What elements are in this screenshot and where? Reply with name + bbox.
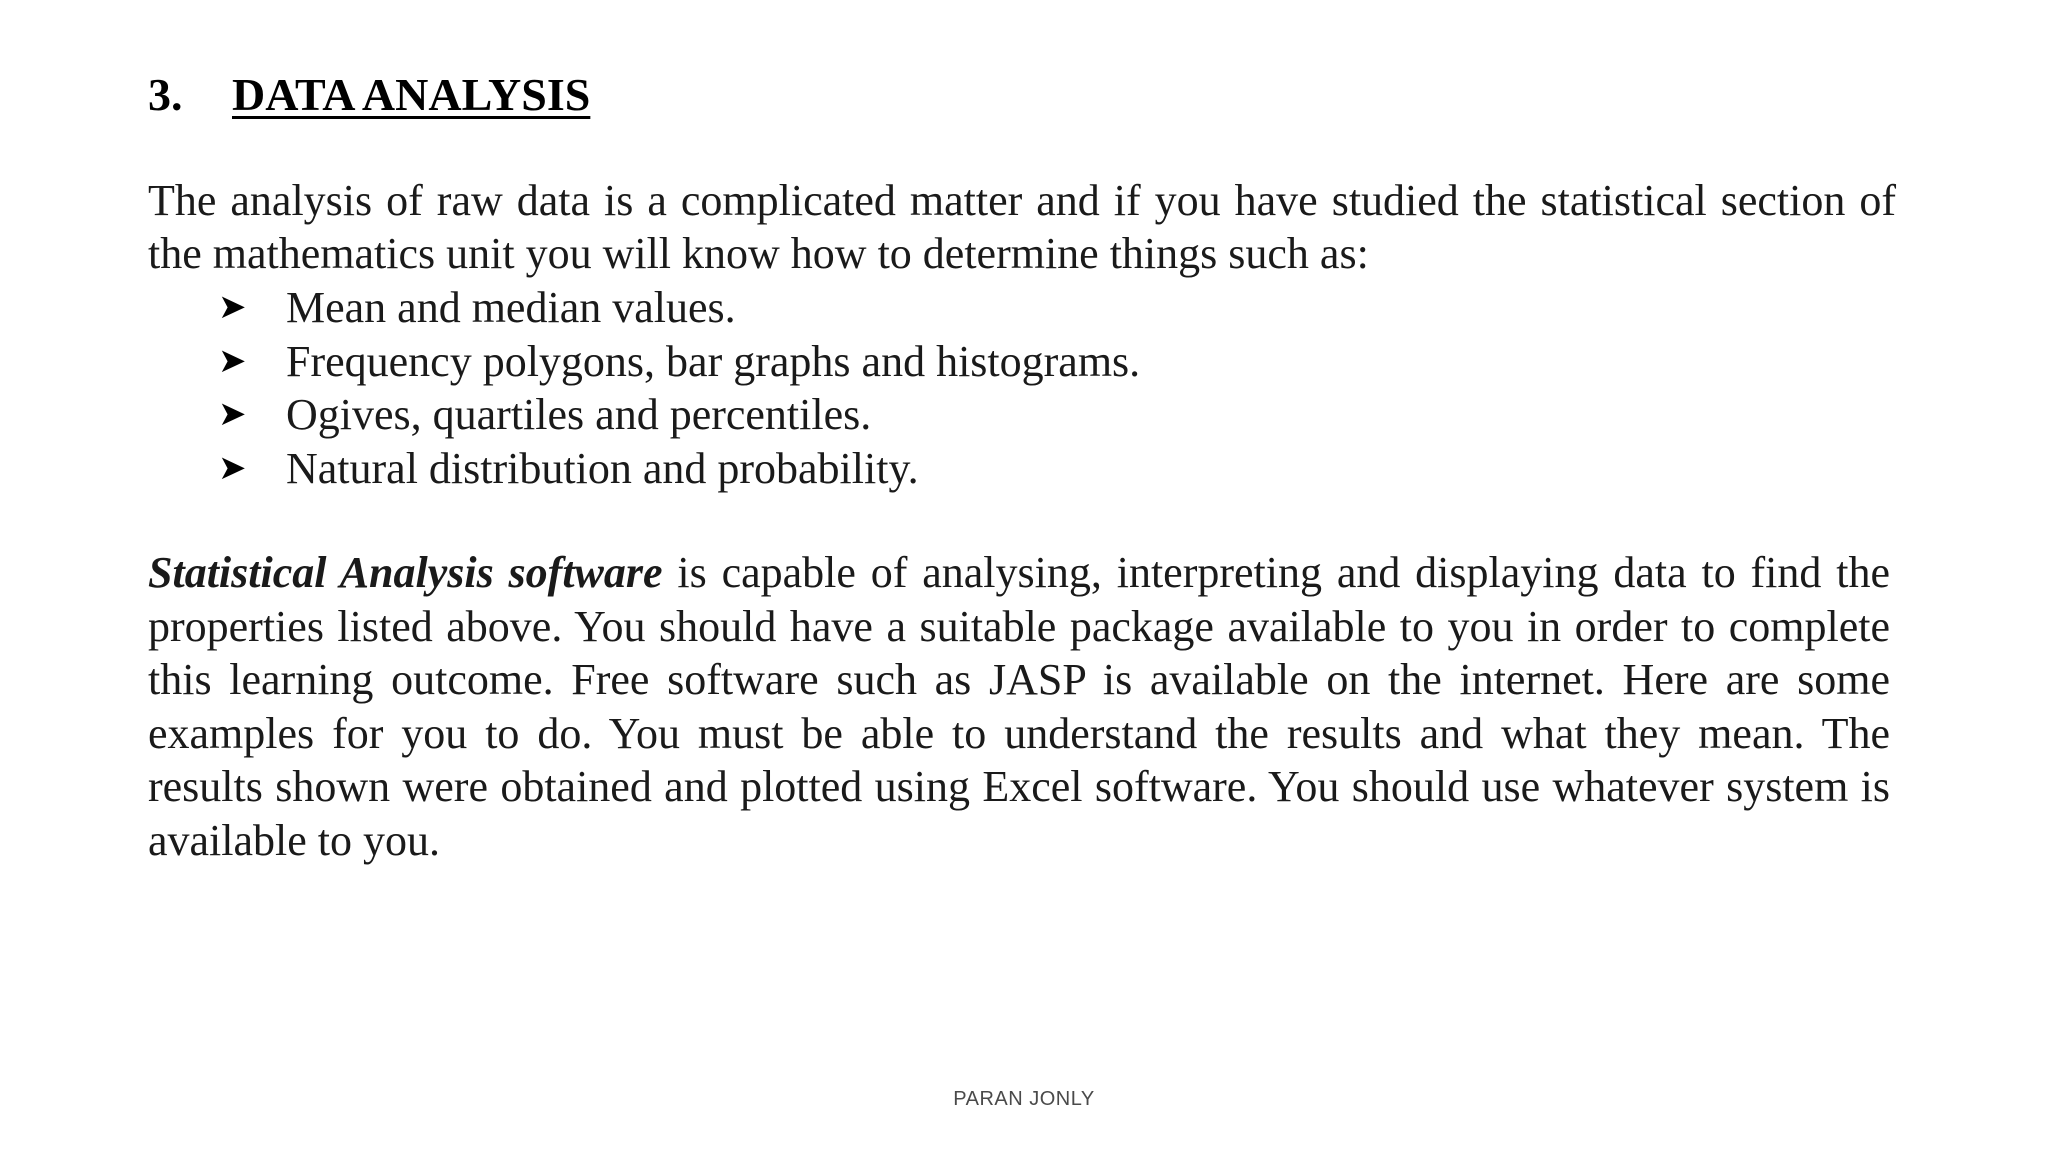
list-item (218, 335, 1140, 389)
list-item-text: Ogives, quartiles and percentiles. (286, 390, 872, 439)
section-heading (148, 68, 590, 121)
list-item-text: Frequency polygons, bar graphs and histograms. (286, 336, 1141, 386)
list-item (218, 388, 1140, 442)
arrowhead-bullet-icon: ➤ (218, 394, 247, 434)
arrowhead-bullet-icon: ➤ (218, 447, 247, 488)
paragraph-body: is capable of analysing, interpreting and displaying data to find the properties listed above. You should have a suitable package available to you in order to complete this learning outcome. Free software such as JASP is available on the internet. Here are some examples for you to do. You must be able to understand the results and what they mean. The results shown were obtained and plotted using Excel software. You should use whatever system is available to you. (148, 548, 1890, 865)
software-paragraph (148, 546, 1890, 867)
list-item-text: Natural distribution and probability. (286, 443, 919, 493)
intro-paragraph: The analysis of raw data is a complicated matter and if you have studied the statistical section of the mathematics unit you will know how to determine things such as: (148, 176, 1896, 278)
section-number: 3. (148, 69, 183, 120)
list-item (218, 281, 1140, 335)
arrowhead-bullet-icon: ➤ (218, 287, 247, 327)
section-title: DATA ANALYSIS (232, 69, 591, 120)
list-item (218, 442, 1140, 496)
bullet-list (218, 281, 1140, 495)
footer-author: PARAN JONLY (953, 1088, 1095, 1110)
list-item-text: Mean and median values. (286, 283, 736, 332)
paragraph-lead: Statistical Analysis software (148, 548, 663, 597)
arrowhead-bullet-icon: ➤ (218, 340, 247, 381)
